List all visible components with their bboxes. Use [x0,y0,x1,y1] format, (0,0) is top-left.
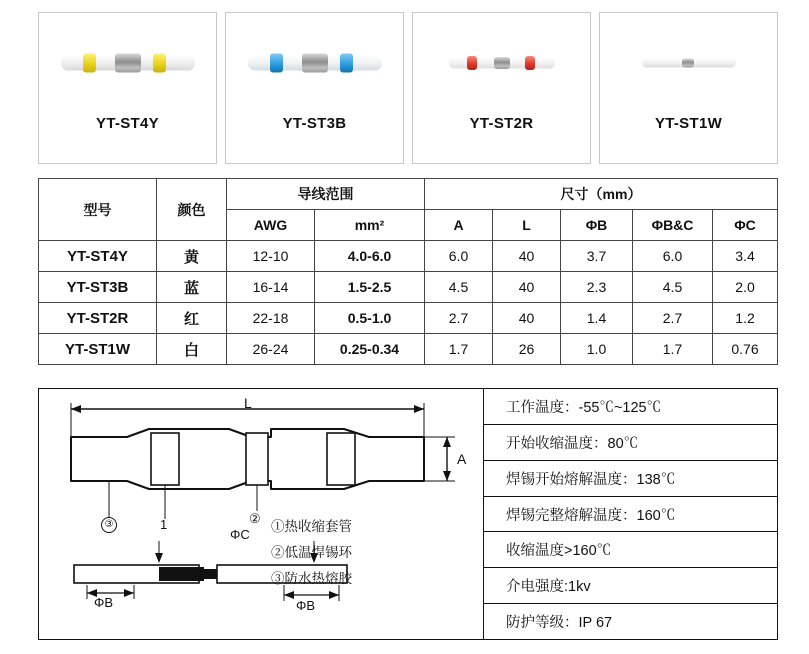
solder-seal-connector-blue-icon [240,50,390,76]
table-header-row [39,179,778,210]
th-phi-b: ΦB [561,210,633,241]
product-image [226,13,403,113]
product-card [38,12,217,164]
parameter-row: 工作温度：-55℃~125℃ [484,389,777,425]
dimension-label-l: L [244,395,252,411]
cell-awg: 16-14 [227,272,315,303]
legend-item-2: ②低温焊锡环 [271,545,352,560]
table-row [39,272,778,303]
solder-seal-connector-red-icon [427,50,577,76]
table-row [39,334,778,365]
cell-awg: 22-18 [227,303,315,334]
cell-l: 40 [493,241,561,272]
product-image [413,13,590,113]
cell-a: 2.7 [425,303,493,334]
cell-phi-b: 3.7 [561,241,633,272]
product-card-label: YT-ST2R [469,115,534,132]
dimension-label-a: A [457,451,467,467]
product-cards [38,12,778,164]
cell-l: 40 [493,303,561,334]
product-image [600,13,777,113]
table-row [39,241,778,272]
dimension-label-phi-b-left: ΦB [94,595,114,610]
cell-mm2: 0.5-1.0 [315,303,425,334]
cell-color: 黄 [157,241,227,272]
cell-awg: 26-24 [227,334,315,365]
product-card [599,12,778,164]
parameter-row: 开始收缩温度：80℃ [484,425,777,461]
cell-phi-bc: 6.0 [633,241,713,272]
cell-l: 40 [493,272,561,303]
th-l: L [493,210,561,241]
bottom-section [38,388,778,640]
cell-phi-b: 2.3 [561,272,633,303]
parameter-row: 收缩温度>160℃ [484,532,777,568]
product-image [39,13,216,113]
th-model: 型号 [39,179,157,241]
solder-seal-connector-yellow-icon [53,50,203,76]
solder-seal-connector-white-icon [614,50,764,76]
cell-phi-bc: 2.7 [633,303,713,334]
cell-awg: 12-10 [227,241,315,272]
th-size: 尺寸（mm） [425,179,778,210]
dimension-label-phi-c: ΦC [230,527,250,542]
cell-phi-b: 1.0 [561,334,633,365]
cell-model: YT-ST4Y [39,241,157,272]
cell-mm2: 0.25-0.34 [315,334,425,365]
cell-phi-bc: 1.7 [633,334,713,365]
table-row [39,303,778,334]
dimension-label-phi-b-right: ΦB [296,598,316,613]
th-mm2: mm² [315,210,425,241]
cell-model: YT-ST3B [39,272,157,303]
cell-mm2: 1.5-2.5 [315,272,425,303]
parameter-row: 介电强度:1kv [484,568,777,604]
cell-phi-c: 2.0 [713,272,778,303]
product-card-label: YT-ST1W [654,115,723,132]
cell-phi-b: 1.4 [561,303,633,334]
product-card [225,12,404,164]
cell-phi-bc: 4.5 [633,272,713,303]
product-card-label: YT-ST4Y [96,115,159,132]
th-wire-range: 导线范围 [227,179,425,210]
callout-1: 1 [160,517,168,532]
technical-drawing [39,389,484,639]
cell-a: 4.5 [425,272,493,303]
product-card [412,12,591,164]
cell-color: 红 [157,303,227,334]
callout-3: ③ [101,517,117,533]
cell-color: 白 [157,334,227,365]
cell-model: YT-ST1W [39,334,157,365]
th-awg: AWG [227,210,315,241]
specification-table [38,178,778,365]
th-a: A [425,210,493,241]
legend-item-1: ①热收缩套管 [271,519,352,534]
cell-color: 蓝 [157,272,227,303]
cell-phi-c: 3.4 [713,241,778,272]
parameters-list [484,389,777,639]
cell-model: YT-ST2R [39,303,157,334]
cell-l: 26 [493,334,561,365]
parameter-row: 防护等级：IP 67 [506,615,613,632]
parameter-row: 焊锡开始熔解温度：138℃ [484,461,777,497]
cell-a: 6.0 [425,241,493,272]
parameter-row: 焊锡完整熔解温度：160℃ [484,497,777,533]
product-card-label: YT-ST3B [282,115,347,132]
cell-a: 1.7 [425,334,493,365]
callout-2: ② [249,511,261,526]
legend-item-3: ③防水热熔胶 [271,571,352,586]
th-color: 颜色 [157,179,227,241]
th-phi-bc: ΦB&C [633,210,713,241]
th-phi-c: ΦC [713,210,778,241]
cell-phi-c: 0.76 [713,334,778,365]
cell-phi-c: 1.2 [713,303,778,334]
cell-mm2: 4.0-6.0 [315,241,425,272]
